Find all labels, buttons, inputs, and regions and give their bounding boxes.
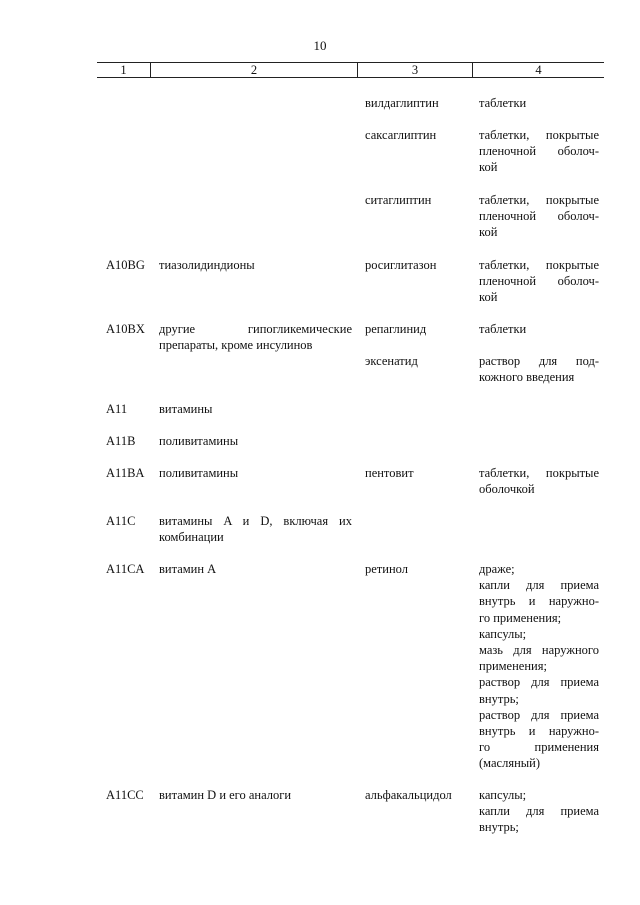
group-name: витамины: [159, 402, 213, 416]
drug-name: ретинол: [365, 562, 408, 576]
drug-name: росиглитазон: [365, 258, 437, 272]
atc-code: A11B: [106, 434, 136, 448]
drug-name: пентовит: [365, 466, 414, 480]
drug-name: ситаглиптин: [365, 193, 432, 207]
group-name: тиазолидиндионы: [159, 258, 255, 272]
drug-name: альфакальцидол: [365, 788, 452, 802]
atc-code: A11C: [106, 514, 136, 528]
drug-name: саксаглиптин: [365, 128, 437, 142]
dosage-form: капсулы; капли для приема внутрь;: [479, 788, 599, 835]
atc-code: A11CA: [106, 562, 145, 576]
table-header: [97, 62, 604, 78]
atc-code: A11CC: [106, 788, 144, 802]
atc-code: A10BG: [106, 258, 145, 272]
dosage-form: таблетки, покрытые пленочной оболоч- кой: [479, 258, 599, 305]
group-name: поливитамины: [159, 466, 239, 480]
dosage-form: таблетки, покрытые пленочной оболоч- кой: [479, 193, 599, 240]
dosage-form: таблетки: [479, 322, 527, 336]
drug-name: эксенатид: [365, 354, 418, 368]
group-name: другие гипогликемические препараты, кроме инсулинов: [159, 322, 352, 353]
dosage-form: раствор для под- кожного введения: [479, 354, 599, 385]
dosage-form: таблетки, покрытые оболочкой: [479, 466, 599, 497]
group-name: поливитамины: [159, 434, 239, 448]
group-name: витамин D и его аналоги: [159, 788, 292, 802]
column-header-4: 4: [472, 63, 604, 77]
group-name: витамины A и D, включая их комбинации: [159, 514, 352, 545]
atc-code: A10BX: [106, 322, 145, 336]
drug-name: вилдаглиптин: [365, 96, 439, 110]
drug-name: репаглинид: [365, 322, 427, 336]
dosage-form: таблетки: [479, 96, 527, 110]
dosage-form: таблетки, покрытые пленочной оболоч- кой: [479, 128, 599, 175]
group-name: витамин A: [159, 562, 217, 576]
atc-code: A11: [106, 402, 128, 416]
dosage-form: драже; капли для приема внутрь и наружно- го применения; капсулы; мазь для наружного применения; раствор для приема внутрь; раствор для приема внутрь и наружно- го применения (масляный): [479, 562, 599, 771]
column-header-3: 3: [357, 63, 472, 77]
page-number: 10: [313, 38, 327, 53]
column-header-1: 1: [120, 63, 127, 77]
column-header-2: 2: [150, 63, 357, 77]
atc-code: A11BA: [106, 466, 145, 480]
